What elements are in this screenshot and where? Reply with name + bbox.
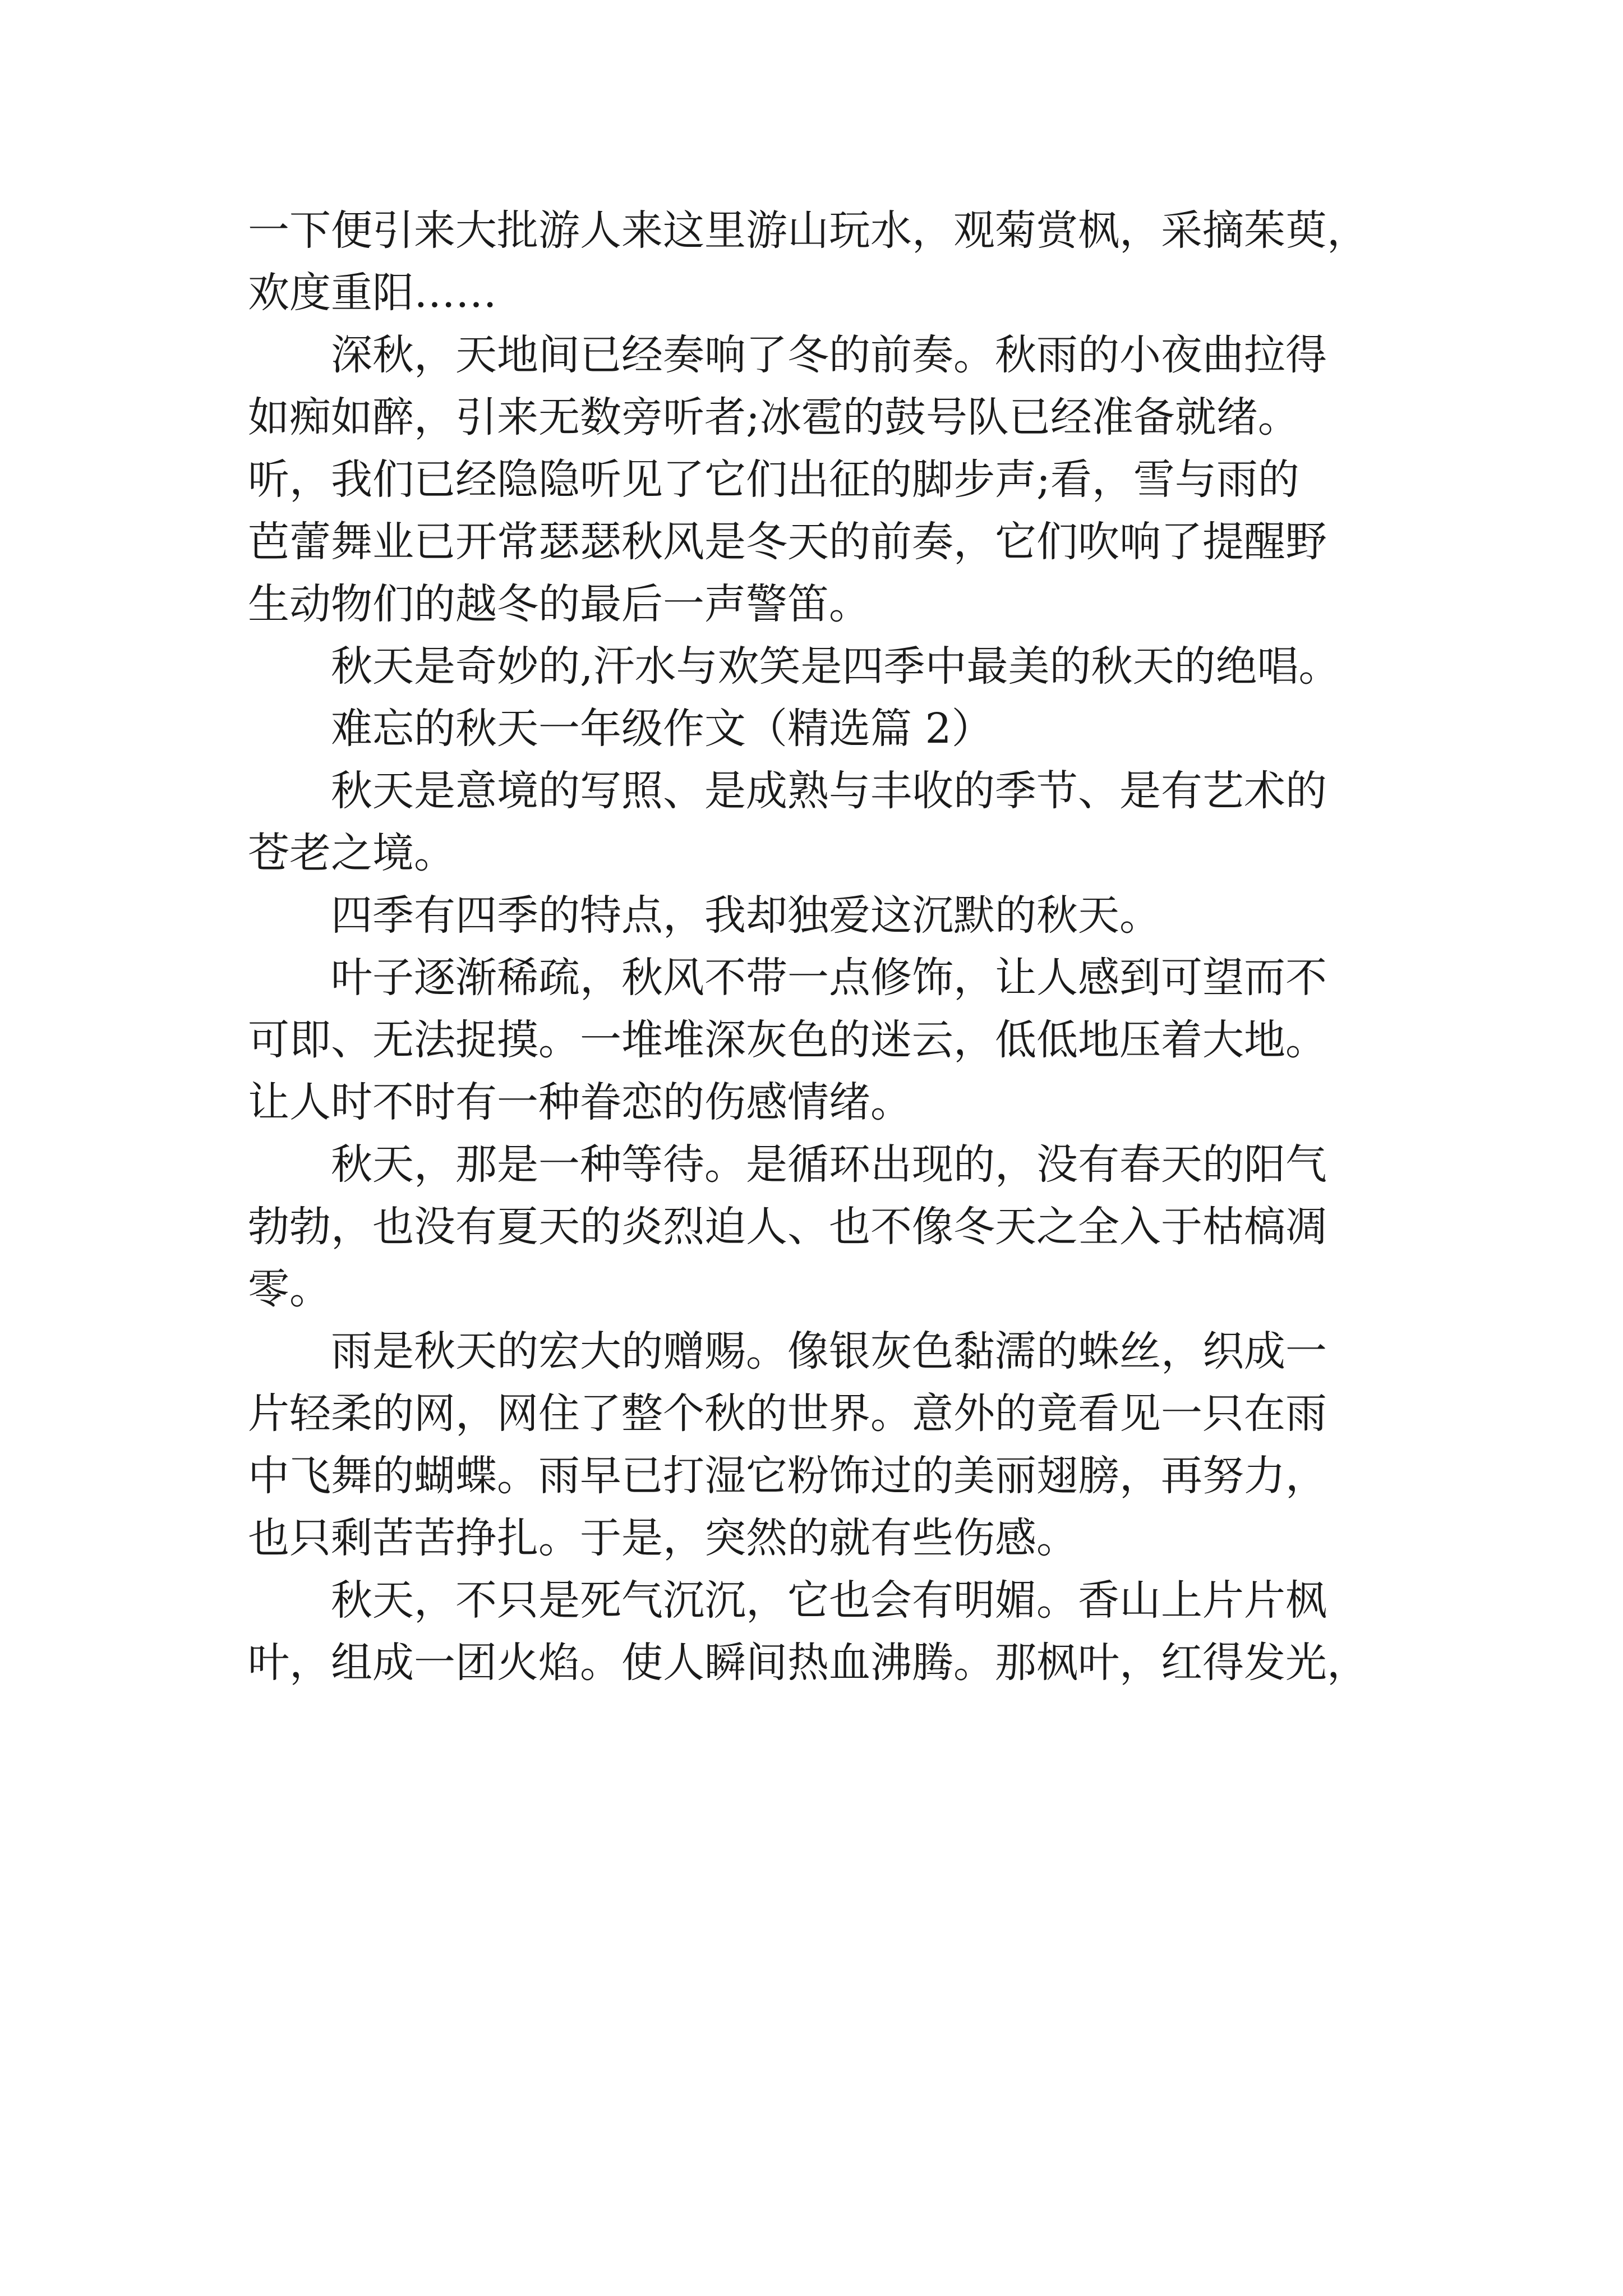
section-heading: 难忘的秋天一年级作文（精选篇 2） <box>331 705 993 753</box>
paragraph-start-line: 雨是秋天的宏大的赠赐。像银灰色黏濡的蛛丝，织成一 <box>331 1327 1327 1375</box>
text-line: 可即、无法捉摸。一堆堆深灰色的迷云，低低地压着大地。 <box>248 1016 1327 1064</box>
body-text <box>248 200 1375 1694</box>
paragraph-start-line: 秋天是意境的写照、是成熟与丰收的季节、是有艺术的 <box>331 767 1327 815</box>
text-line: 也只剩苦苦挣扎。于是，突然的就有些伤感。 <box>248 1514 1078 1562</box>
paragraph-start-line: 秋天是奇妙的,汗水与欢笑是四季中最美的秋天的绝唱。 <box>331 642 1340 691</box>
text-line: 让人时不时有一种眷恋的伤感情绪。 <box>248 1078 912 1126</box>
text-line: 芭蕾舞业已开常瑟瑟秋风是冬天的前奏，它们吹响了提醒野 <box>248 518 1327 566</box>
paragraph-start-line: 深秋，天地间已经奏响了冬的前奏。秋雨的小夜曲拉得 <box>331 331 1327 379</box>
text-line: 叶，组成一团火焰。使人瞬间热血沸腾。那枫叶，红得发光， <box>248 1639 1368 1687</box>
text-line: 零。 <box>248 1265 331 1313</box>
paragraph-start-line: 秋天，不只是死气沉沉，它也会有明媚。香山上片片枫 <box>331 1576 1327 1625</box>
text-line: 欢度重阳…… <box>248 269 497 317</box>
text-line: 如痴如醉，引来无数旁听者;冰雹的鼓号队已经准备就绪。 <box>248 393 1299 441</box>
paragraph-start-line: 叶子逐渐稀疏，秋风不带一点修饰，让人感到可望而不 <box>331 954 1327 1002</box>
text-line: 听，我们已经隐隐听见了它们出征的脚步声;看，雪与雨的 <box>248 455 1299 504</box>
paragraph-start-line: 四季有四季的特点，我却独爱这沉默的秋天。 <box>331 891 1161 940</box>
text-line: 苍老之境。 <box>248 829 455 877</box>
text-line: 片轻柔的网，网住了整个秋的世界。意外的竟看见一只在雨 <box>248 1389 1327 1438</box>
text-line: 一下便引来大批游人来这里游山玩水，观菊赏枫，采摘茱萸， <box>248 206 1368 255</box>
text-line: 生动物们的越冬的最后一声警笛。 <box>248 580 870 628</box>
text-line: 勃勃，也没有夏天的炎烈迫人、也不像冬天之全入于枯槁凋 <box>248 1203 1327 1251</box>
paragraph-start-line: 秋天，那是一种等待。是循环出现的，没有春天的阳气 <box>331 1140 1327 1189</box>
text-line: 中飞舞的蝴蝶。雨早已打湿它粉饰过的美丽翅膀，再努力， <box>248 1452 1327 1500</box>
